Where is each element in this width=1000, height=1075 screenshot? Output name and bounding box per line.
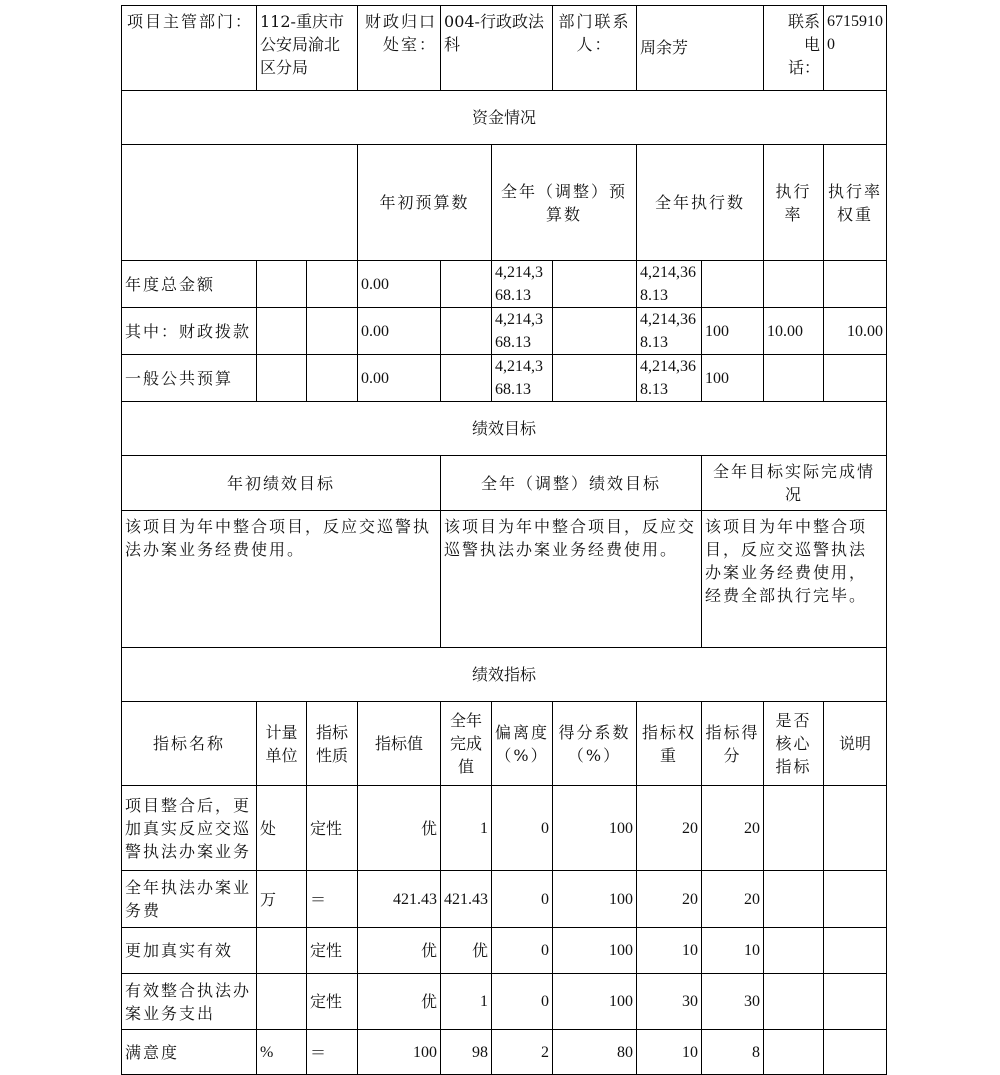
dept-value: 112-重庆市公安局渝北区分局 [257,6,358,91]
indicators-section-title: 绩效指标 [122,648,887,702]
ind-nature: 定性 [307,974,358,1030]
funds-cell-blank [553,308,637,355]
goals-content-row [122,511,887,648]
funds-initial: 0.00 [358,308,441,355]
funds-cell-blank [307,355,358,402]
indicator-row [122,974,887,1030]
funds-weight [764,355,824,402]
funds-header-blank [122,145,358,261]
ind-value: 优 [358,974,441,1030]
ind-unit [257,974,307,1030]
funds-row [122,308,887,355]
ind-done: 1 [441,974,492,1030]
funds-col-executed: 全年执行数 [637,145,764,261]
ind-score: 30 [702,974,764,1030]
indicator-row [122,928,887,974]
ind-unit: 处 [257,786,307,871]
ind-weight: 10 [637,928,702,974]
goals-col-adjusted: 全年（调整）绩效目标 [441,456,702,511]
funds-cell-blank [257,261,307,308]
ind-dev: 0 [492,786,553,871]
funds-weight [764,261,824,308]
ind-value: 优 [358,928,441,974]
ind-col-unit: 计量单位 [257,702,307,786]
ind-col-name: 指标名称 [122,702,257,786]
funds-col-weight: 执行率权重 [824,145,887,261]
ind-coef: 100 [553,786,637,871]
goals-adjusted-text: 该项目为年中整合项目，反应交巡警执法办案业务经费使用。 [441,511,702,648]
funds-adjusted: 4,214,368.13 [492,355,553,402]
funds-cell-blank [257,308,307,355]
ind-score: 10 [702,928,764,974]
ind-coef: 100 [553,871,637,928]
funds-executed: 4,214,368.13 [637,308,702,355]
funds-section-title: 资金情况 [122,91,887,145]
ind-done: 98 [441,1030,492,1075]
funds-col-initial: 年初预算数 [358,145,492,261]
ind-name: 满意度 [122,1030,257,1075]
ind-done: 优 [441,928,492,974]
funds-rate: 100 [702,355,764,402]
ind-dev: 0 [492,974,553,1030]
ind-unit: % [257,1030,307,1075]
ind-core [764,928,824,974]
ind-col-core: 是否核心指标 [764,702,824,786]
ind-col-coef: 得分系数（%） [553,702,637,786]
funds-col-adjusted: 全年（调整）预算数 [492,145,637,261]
funds-rate [702,261,764,308]
goals-actual-text: 该项目为年中整合项目，反应交巡警执法办案业务经费使用，经费全部执行完毕。 [702,511,887,648]
funds-cell-blank [307,261,358,308]
funds-executed: 4,214,368.13 [637,355,702,402]
indicators-header-row [122,702,887,786]
ind-core [764,1030,824,1075]
ind-note [824,786,887,871]
ind-note [824,974,887,1030]
performance-table [121,5,887,1075]
funds-initial: 0.00 [358,261,441,308]
ind-nature: 定性 [307,786,358,871]
ind-coef: 80 [553,1030,637,1075]
funds-row [122,355,887,402]
ind-col-nature: 指标性质 [307,702,358,786]
indicator-row [122,1030,887,1075]
ind-dev: 2 [492,1030,553,1075]
ind-col-weight: 指标权重 [637,702,702,786]
ind-unit [257,928,307,974]
funds-cell-blank [441,308,492,355]
ind-nature: ＝ [307,871,358,928]
funds-cell-blank [257,355,307,402]
funds-cell-blank [307,308,358,355]
funds-adjusted: 4,214,368.13 [492,308,553,355]
ind-score: 20 [702,871,764,928]
goals-section-title: 绩效目标 [122,402,887,456]
ind-value: 优 [358,786,441,871]
funds-row-label: 一般公共预算 [122,355,257,402]
indicator-row [122,786,887,871]
ind-col-done: 全年完成值 [441,702,492,786]
indicator-row [122,871,887,928]
funds-weight: 10.00 [764,308,824,355]
ind-done: 1 [441,786,492,871]
ind-col-note: 说明 [824,702,887,786]
ind-name: 全年执法办案业务费 [122,871,257,928]
funds-score [824,261,887,308]
ind-name: 项目整合后，更加真实反应交巡警执法办案业务 [122,786,257,871]
funds-header-row [122,145,887,261]
finance-label: 财政归口处室： [358,6,441,91]
funds-initial: 0.00 [358,355,441,402]
funds-cell-blank [553,355,637,402]
funds-score [824,355,887,402]
funds-row [122,261,887,308]
ind-core [764,974,824,1030]
ind-col-value: 指标值 [358,702,441,786]
funds-executed: 4,214,368.13 [637,261,702,308]
funds-rate: 100 [702,308,764,355]
ind-weight: 10 [637,1030,702,1075]
ind-name: 有效整合执法办案业务支出 [122,974,257,1030]
ind-note [824,871,887,928]
goals-initial-text: 该项目为年中整合项目，反应交巡警执法办案业务经费使用。 [122,511,441,648]
ind-col-dev: 偏离度（%） [492,702,553,786]
ind-dev: 0 [492,928,553,974]
goals-col-initial: 年初绩效目标 [122,456,441,511]
ind-name: 更加真实有效 [122,928,257,974]
goals-col-actual: 全年目标实际完成情况 [702,456,887,511]
ind-nature: 定性 [307,928,358,974]
finance-value: 004-行政政法科 [441,6,553,91]
phone-value: 67159100 [824,6,887,91]
goals-header-row [122,456,887,511]
contact-label: 部门联系人： [553,6,637,91]
ind-weight: 20 [637,871,702,928]
ind-core [764,786,824,871]
dept-label: 项目主管部门： [122,6,257,91]
funds-score: 10.00 [824,308,887,355]
funds-cell-blank [441,355,492,402]
ind-weight: 20 [637,786,702,871]
funds-cell-blank [441,261,492,308]
ind-note [824,1030,887,1075]
ind-score: 8 [702,1030,764,1075]
ind-value: 100 [358,1030,441,1075]
ind-core [764,871,824,928]
ind-dev: 0 [492,871,553,928]
ind-nature: ＝ [307,1030,358,1075]
funds-adjusted: 4,214,368.13 [492,261,553,308]
phone-label: 联系电话： [764,6,824,91]
ind-value: 421.43 [358,871,441,928]
ind-done: 421.43 [441,871,492,928]
header-row [122,6,887,91]
ind-weight: 30 [637,974,702,1030]
funds-row-label: 年度总金额 [122,261,257,308]
funds-cell-blank [553,261,637,308]
ind-coef: 100 [553,928,637,974]
funds-col-rate: 执行率 [764,145,824,261]
ind-unit: 万 [257,871,307,928]
contact-value: 周余芳 [637,6,764,91]
ind-coef: 100 [553,974,637,1030]
ind-score: 20 [702,786,764,871]
ind-col-score: 指标得分 [702,702,764,786]
ind-note [824,928,887,974]
funds-row-label: 其中：财政拨款 [122,308,257,355]
